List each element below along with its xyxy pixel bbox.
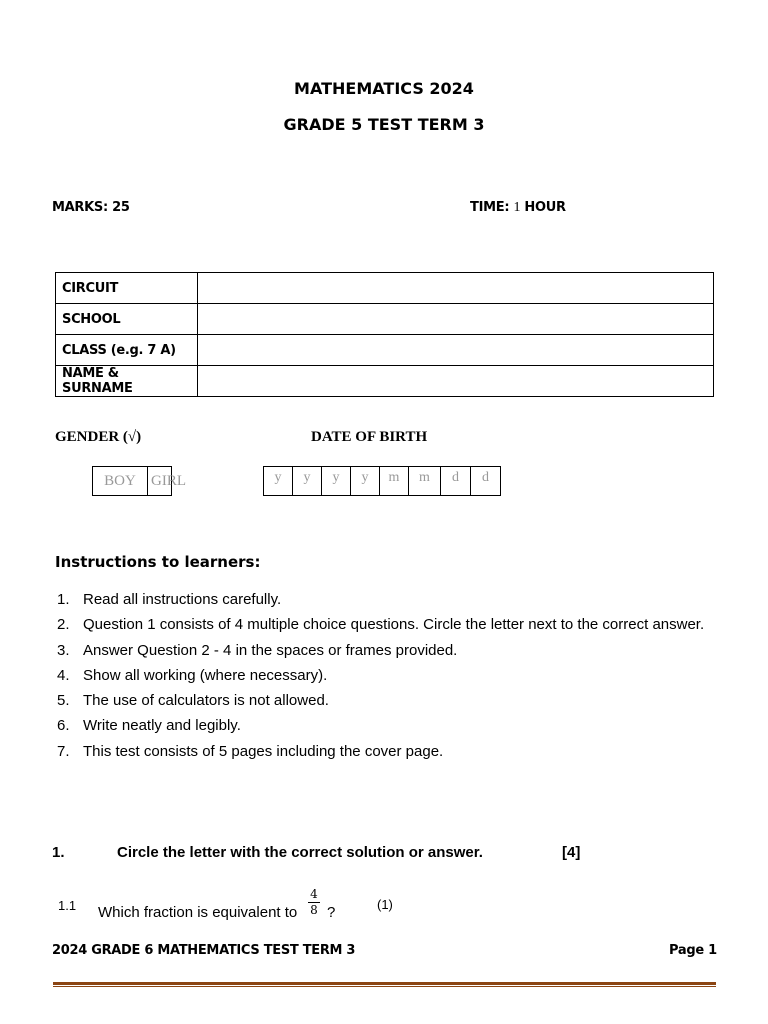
question1-1-suffix: ? xyxy=(327,904,336,921)
instruction-text: Question 1 consists of 4 multiple choice questions. Circle the letter next to the correct answer. xyxy=(83,616,705,634)
list-item: 2. Question 1 consists of 4 multiple choice questions. Circle the letter next to the correct answer. xyxy=(57,616,705,634)
fraction-numerator: 4 xyxy=(310,887,318,901)
time-unit: HOUR xyxy=(524,200,566,215)
time-value: 1 xyxy=(513,200,521,215)
dob-day-1[interactable]: d xyxy=(441,467,471,495)
page-number: Page 1 xyxy=(669,943,717,958)
gender-option-boy[interactable]: BOY xyxy=(93,467,148,495)
table-row xyxy=(56,366,714,397)
dob-day-2[interactable]: d xyxy=(482,470,489,485)
gender-label: GENDER (√) xyxy=(55,429,142,445)
time-label-text: TIME: xyxy=(470,200,510,215)
question1-marks: [4] xyxy=(562,844,581,861)
name-surname-label: NAME & SURNAME xyxy=(56,366,198,397)
list-item: 1. Read all instructions carefully. xyxy=(57,591,282,608)
list-item: 4. Show all working (where necessary). xyxy=(57,666,328,684)
marks-label: MARKS: 25 xyxy=(52,200,130,215)
page-subtitle: GRADE 5 TEST TERM 3 xyxy=(283,115,485,134)
dob-boxes xyxy=(263,466,501,496)
fraction-denominator: 8 xyxy=(310,903,318,917)
question1-1-text: Which fraction is equivalent to xyxy=(98,904,298,921)
name-surname-field[interactable] xyxy=(198,366,714,397)
gender-boxes xyxy=(92,466,186,496)
school-field[interactable] xyxy=(198,304,714,335)
dob-month-1[interactable]: m xyxy=(380,467,409,495)
circuit-field[interactable] xyxy=(198,273,714,304)
class-field[interactable] xyxy=(198,335,714,366)
instructions-list xyxy=(55,590,704,767)
table-row xyxy=(56,304,714,335)
dob-year-4[interactable]: y xyxy=(351,467,380,495)
dob-year-2[interactable]: y xyxy=(293,467,322,495)
question1-text: Circle the letter with the correct solution or answer. xyxy=(117,844,483,861)
footer-divider xyxy=(53,982,716,985)
class-label: CLASS (e.g. 7 A) xyxy=(56,335,198,366)
dob-month-2[interactable]: m xyxy=(409,467,441,495)
instruction-text: Answer Question 2 - 4 in the spaces or frames provided. xyxy=(83,641,458,659)
learner-info-table xyxy=(55,272,714,397)
question1-1-marks: (1) xyxy=(377,897,393,912)
list-item: 3. Answer Question 2 - 4 in the spaces or frames provided. xyxy=(57,641,458,659)
school-label: SCHOOL xyxy=(56,304,198,335)
list-item: 6. Write neatly and legibly. xyxy=(57,717,241,735)
footer-title: 2024 GRADE 6 MATHEMATICS TEST TERM 3 xyxy=(52,943,356,958)
circuit-label: CIRCUIT xyxy=(56,273,198,304)
gender-option-girl[interactable]: GIRL xyxy=(151,473,186,489)
table-row xyxy=(56,273,714,304)
time-label xyxy=(470,200,566,216)
question1-number: 1. xyxy=(52,844,65,861)
footer-divider-thin xyxy=(53,986,716,987)
instruction-text: This test consists of 5 pages including the cover page. xyxy=(83,742,444,760)
instruction-text: The use of calculators is not allowed. xyxy=(83,692,329,710)
list-item: 7. This test consists of 5 pages including the cover page. xyxy=(57,742,444,760)
table-row xyxy=(56,335,714,366)
instruction-text: Write neatly and legibly. xyxy=(83,717,241,735)
page-title: MATHEMATICS 2024 xyxy=(294,79,474,98)
instructions-heading: Instructions to learners: xyxy=(55,553,261,571)
fraction xyxy=(307,888,321,916)
instruction-text: Show all working (where necessary). xyxy=(83,666,328,684)
dob-year-3[interactable]: y xyxy=(322,467,351,495)
list-item: 5. The use of calculators is not allowed. xyxy=(57,692,329,710)
dob-year-1[interactable]: y xyxy=(264,467,293,495)
instruction-text: Read all instructions carefully. xyxy=(83,591,282,608)
question1-1-number: 1.1 xyxy=(58,898,77,913)
dob-label: DATE OF BIRTH xyxy=(311,429,428,445)
